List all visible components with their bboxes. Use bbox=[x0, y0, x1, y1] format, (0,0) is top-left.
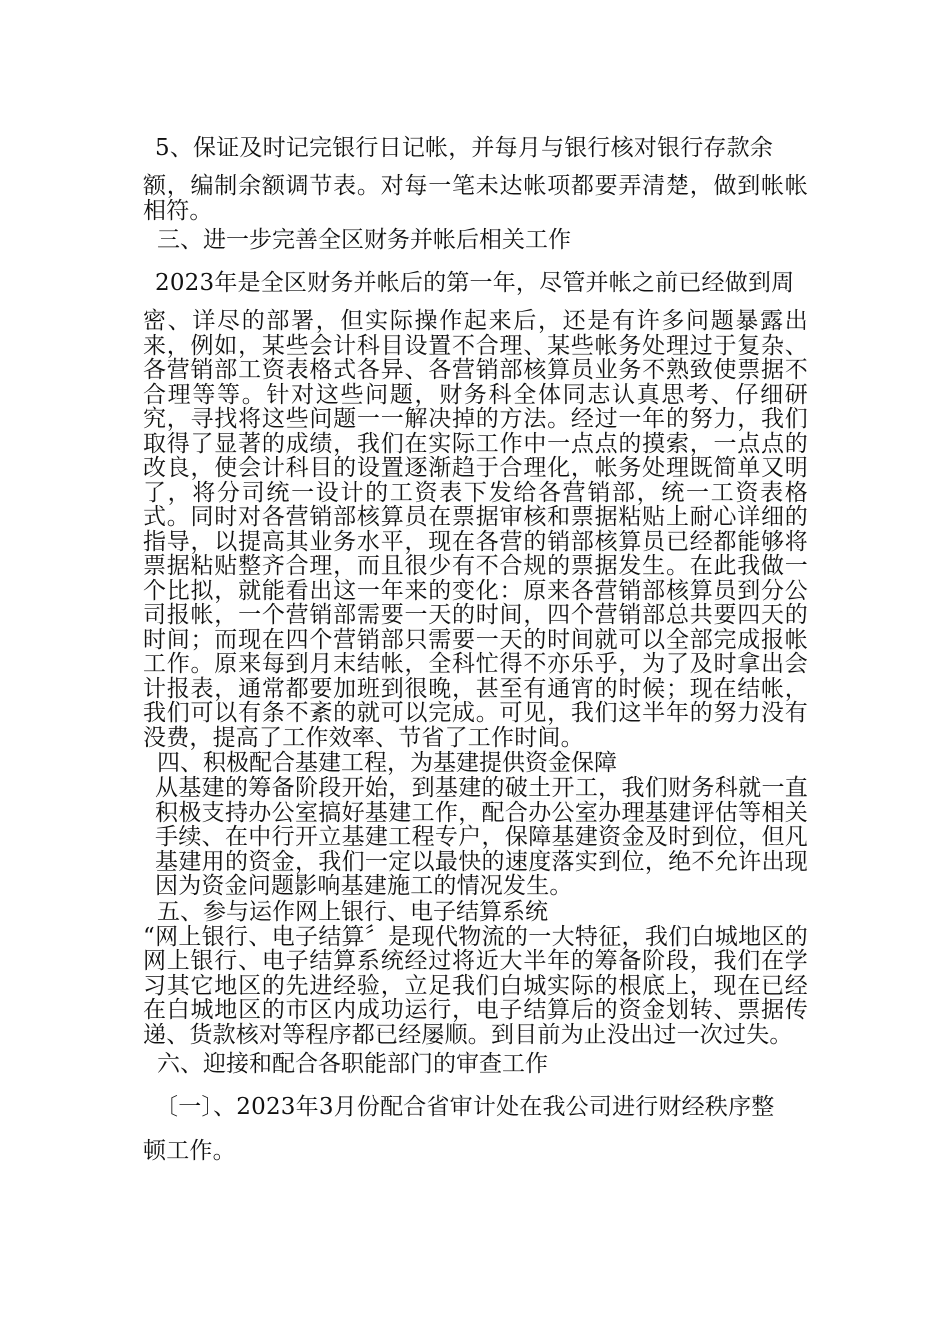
paragraph-body: 密、详尽的部署，但实际操作起来后，还是有许多问题暴露出来，例如，某些会计科目设置不合理、某些帐务处理过于复杂、各营销部工资表格式各异、各营销部核算员业务不熟致使票据不合理等等。针对这些问题，财务科全体同志认真思考、仔细研究，寻找将这些问题一一解决掉的方法。经过一年的努力，我们取得了显著的成绩，我们在实际工作中一点点的摸索，一点点的改良，使会计科目的设置逐渐趋于合理化，帐务处理既简单又明了，将分司统一设计的工资表下发给各营销部，统一工资表格式。同时对各营销部核算员在票据审核和票据粘贴上耐心详细的指导，以提高其业务水平，现在各营的销部核算员已经都能够将票据粘贴整齐合理，而且很少有不合规的票据发生。在此我做一个比拟，就能看出这一年来的变化：原来各营销部核算员到分公司报帐，一个营销部需要一天的时间，四个营销部总共要四天的时间；而现在四个营销部只需要一天的时间就可以全部完成报帐工作。原来每到月末结帐，全科忙得不亦乐乎，为了及时拿出会计报表，通常都要加班到很晚，甚至有通宵的时候；现在结帐，我们可以有条不紊的就可以完成。可见，我们这半年的努力没有没费，提高了工作效率、节省了工作时间。 bbox=[143, 308, 808, 751]
section-4-heading: 四、积极配合基建工程，为基建提供资金保障 bbox=[157, 750, 617, 776]
paragraph-body: 顿工作。 bbox=[143, 1138, 236, 1164]
paragraph-body: 额，编制余额调节表。对每一笔未达帐项都要弄清楚，做到帐帐相符。 bbox=[143, 173, 808, 224]
paragraph-first-line: 〔一〕、2023年3月份配合省审计处在我公司进行财经秩序整 bbox=[155, 1094, 775, 1120]
paragraph-item-5 bbox=[143, 130, 808, 223]
paragraph-section-5: “网上银行、电子结算〞是现代物流的一大特征，我们白城地区的网上银行、电子结算系统经过将近大半年的筹备阶段，我们在学习其它地区的先进经验，立足我们白城实际的根底上，现在已经在白城地区的市区内成功运行，电子结算后的资金划转、票据传递、货款核对等程序都已经屡顺。到目前为止没出过一次过失。 bbox=[143, 923, 808, 1048]
paragraph-section-4: 从基建的筹备阶段开始，到基建的破土开工，我们财务科就一直积极支持办公室搞好基建工作，配合办公室办理基建评估等相关手续、在中行开立基建工程专户，保障基建资金及时到位，但凡基建用的资金，我们一定以最快的速度落实到位，绝不允许出现因为资金问题影响基建施工的情况发生。 bbox=[155, 775, 808, 899]
section-3-heading: 三、进一步完善全区财务并帐后相关工作 bbox=[157, 227, 571, 253]
section-6-heading: 六、迎接和配合各职能部门的审查工作 bbox=[157, 1051, 548, 1077]
paragraph-first-line: 5、保证及时记完银行日记帐，并每月与银行核对银行存款余 bbox=[155, 135, 774, 161]
document-page bbox=[143, 130, 808, 1169]
paragraph-section-6-item-1 bbox=[143, 1089, 808, 1169]
section-5-heading: 五、参与运作网上银行、电子结算系统 bbox=[157, 898, 548, 925]
paragraph-first-line: 2023年是全区财务并帐后的第一年，尽管并帐之前已经做到周 bbox=[155, 270, 795, 296]
paragraph-section-3 bbox=[143, 265, 808, 750]
